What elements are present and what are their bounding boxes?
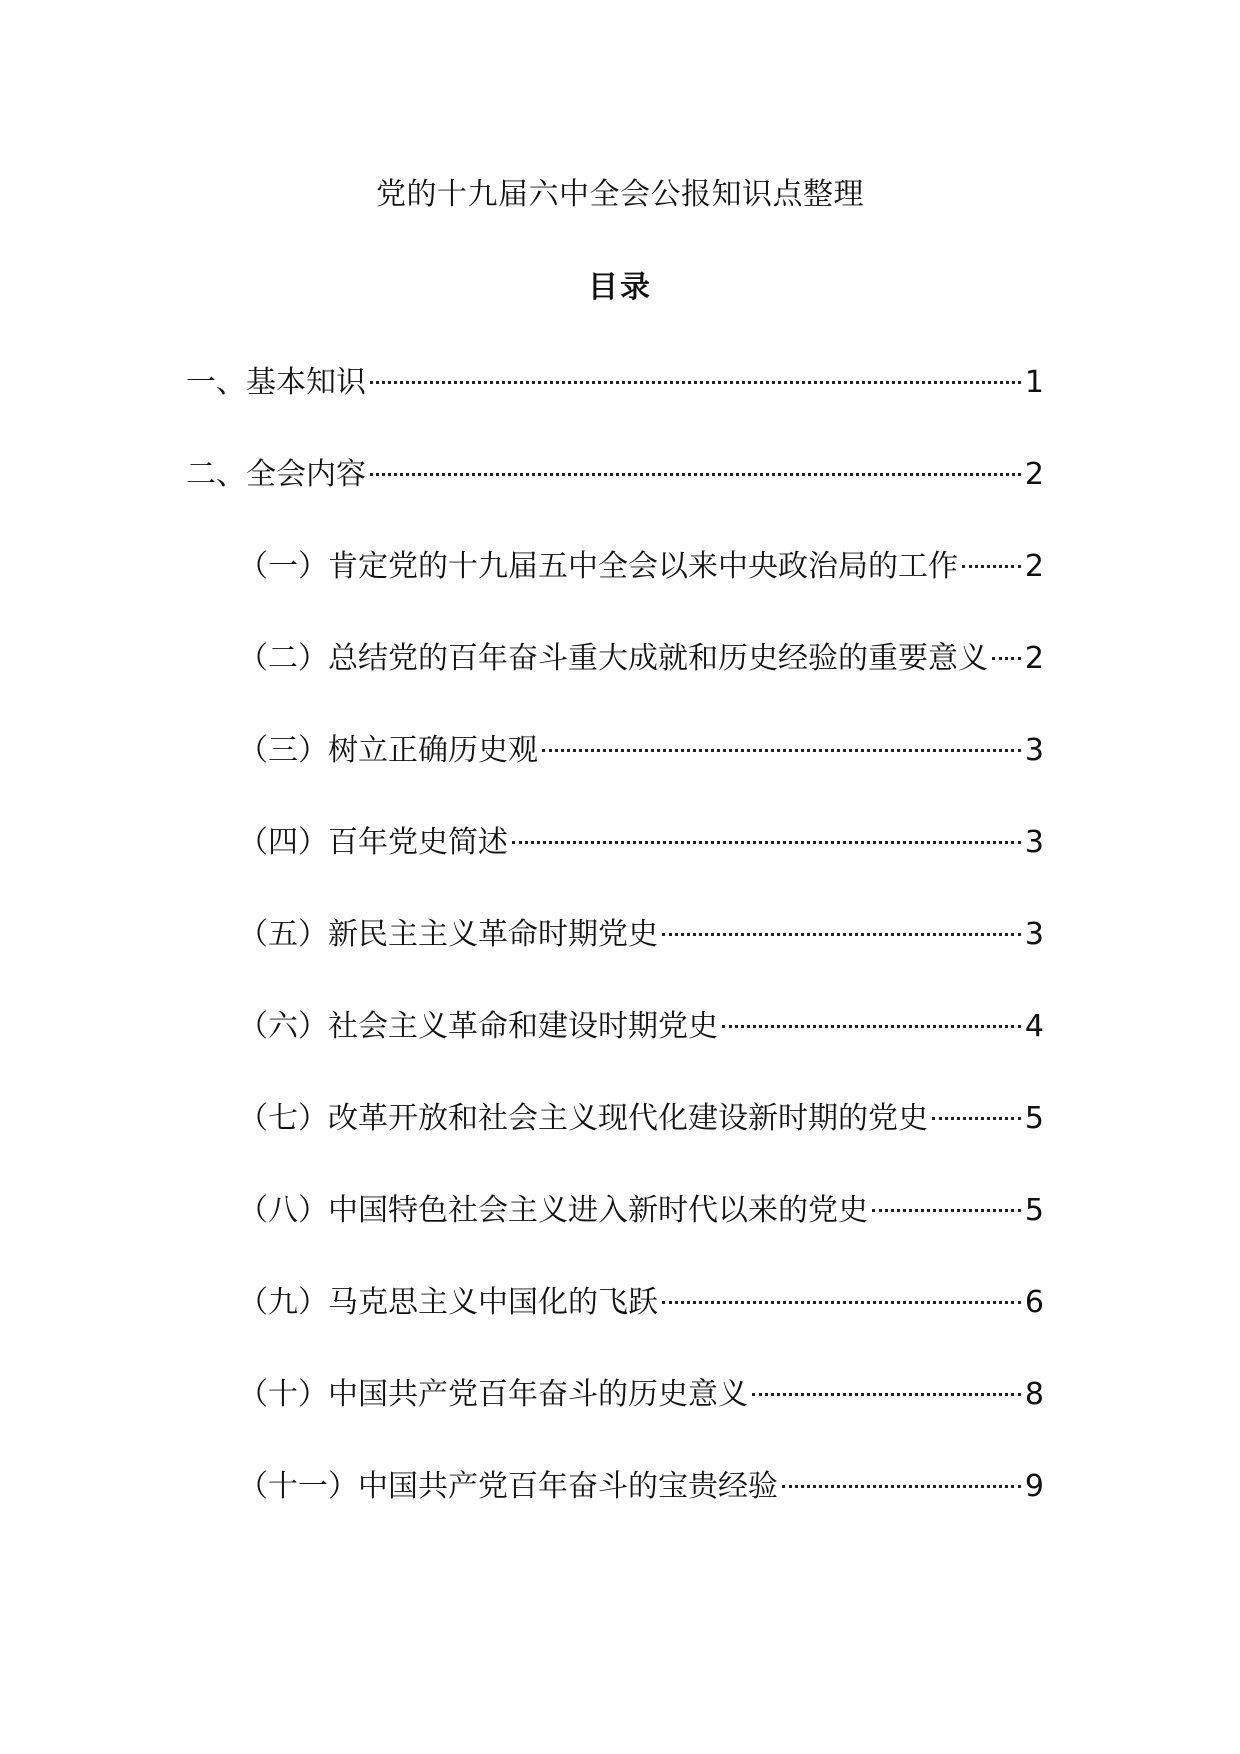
toc-page-number: 4 xyxy=(1024,1009,1044,1044)
toc-page-number: 5 xyxy=(1024,1193,1044,1228)
toc-entry-label: （十一）中国共产党百年奋斗的宝贵经验 xyxy=(238,1469,778,1504)
toc-entry-label: 一、基本知识 xyxy=(186,365,366,400)
toc-entry-label: （十）中国共产党百年奋斗的历史意义 xyxy=(238,1377,748,1412)
document-title: 党的十九届六中全会公报知识点整理 xyxy=(376,177,864,212)
toc-link[interactable] xyxy=(238,1280,1044,1326)
dot-leader xyxy=(962,565,1021,568)
dot-leader xyxy=(722,1025,1021,1028)
dot-leader xyxy=(872,1209,1021,1212)
toc-page-number: 2 xyxy=(1024,641,1044,676)
toc-link[interactable] xyxy=(238,1096,1044,1142)
toc-link[interactable] xyxy=(238,1004,1044,1050)
toc-page-number: 5 xyxy=(1024,1101,1044,1136)
toc-page-number: 9 xyxy=(1024,1469,1044,1504)
toc-entry-label: （三）树立正确历史观 xyxy=(238,733,538,768)
toc-link[interactable] xyxy=(238,1372,1044,1418)
toc-link[interactable] xyxy=(238,728,1044,774)
toc-link[interactable] xyxy=(238,820,1044,866)
toc-link[interactable] xyxy=(238,544,1044,590)
toc-entry-label: （六）社会主义革命和建设时期党史 xyxy=(238,1009,718,1044)
toc-entry-label: （五）新民主主义革命时期党史 xyxy=(238,917,658,952)
toc-entry-plenary-content[interactable] xyxy=(0,452,1240,544)
toc-link[interactable] xyxy=(238,1464,1044,1510)
toc-page-number: 8 xyxy=(1024,1377,1044,1412)
toc-entry-section-9[interactable] xyxy=(0,1280,1240,1372)
toc-entry-section-5[interactable] xyxy=(0,912,1240,1004)
toc-entry-label: 二、全会内容 xyxy=(186,457,366,492)
toc-page-number: 3 xyxy=(1024,733,1044,768)
toc-entry-section-2[interactable] xyxy=(0,636,1240,728)
toc-entry-basic-knowledge[interactable] xyxy=(0,360,1240,452)
dot-leader xyxy=(662,933,1021,936)
toc-entry-section-4[interactable] xyxy=(0,820,1240,912)
toc-entry-section-10[interactable] xyxy=(0,1372,1240,1464)
toc-link[interactable] xyxy=(238,1188,1044,1234)
toc-link[interactable] xyxy=(238,912,1044,958)
dot-leader xyxy=(752,1393,1021,1396)
dot-leader xyxy=(370,473,1021,476)
dot-leader xyxy=(512,841,1021,844)
toc-link[interactable] xyxy=(186,360,1044,406)
toc-heading: 目录 xyxy=(588,270,652,305)
toc-entry-label: （七）改革开放和社会主义现代化建设新时期的党史 xyxy=(238,1101,928,1136)
toc-entry-label: （九）马克思主义中国化的飞跃 xyxy=(238,1285,658,1320)
toc-page-number: 2 xyxy=(1024,457,1044,492)
toc-link[interactable] xyxy=(186,452,1044,498)
toc-entry-section-6[interactable] xyxy=(0,1004,1240,1096)
toc-entry-section-8[interactable] xyxy=(0,1188,1240,1280)
toc-page-number: 2 xyxy=(1024,549,1044,584)
toc-entry-section-1[interactable] xyxy=(0,544,1240,636)
dot-leader xyxy=(662,1301,1021,1304)
toc-page-number: 3 xyxy=(1024,917,1044,952)
dot-leader xyxy=(992,657,1021,660)
toc-page-number: 6 xyxy=(1024,1285,1044,1320)
dot-leader xyxy=(370,381,1021,384)
toc-link[interactable] xyxy=(238,636,1044,682)
toc-entry-label: （八）中国特色社会主义进入新时代以来的党史 xyxy=(238,1193,868,1228)
toc-entry-label: （四）百年党史简述 xyxy=(238,825,508,860)
dot-leader xyxy=(782,1485,1021,1488)
toc-entry-label: （二）总结党的百年奋斗重大成就和历史经验的重要意义 xyxy=(238,641,988,676)
toc-page-number: 3 xyxy=(1024,825,1044,860)
toc-page-number: 1 xyxy=(1024,365,1044,400)
dot-leader xyxy=(542,749,1021,752)
toc-entry-label: （一）肯定党的十九届五中全会以来中央政治局的工作 xyxy=(238,549,958,584)
toc-entry-section-3[interactable] xyxy=(0,728,1240,820)
table-of-contents xyxy=(0,360,1240,1556)
toc-entry-section-11[interactable] xyxy=(0,1464,1240,1556)
dot-leader xyxy=(932,1117,1021,1120)
toc-entry-section-7[interactable] xyxy=(0,1096,1240,1188)
